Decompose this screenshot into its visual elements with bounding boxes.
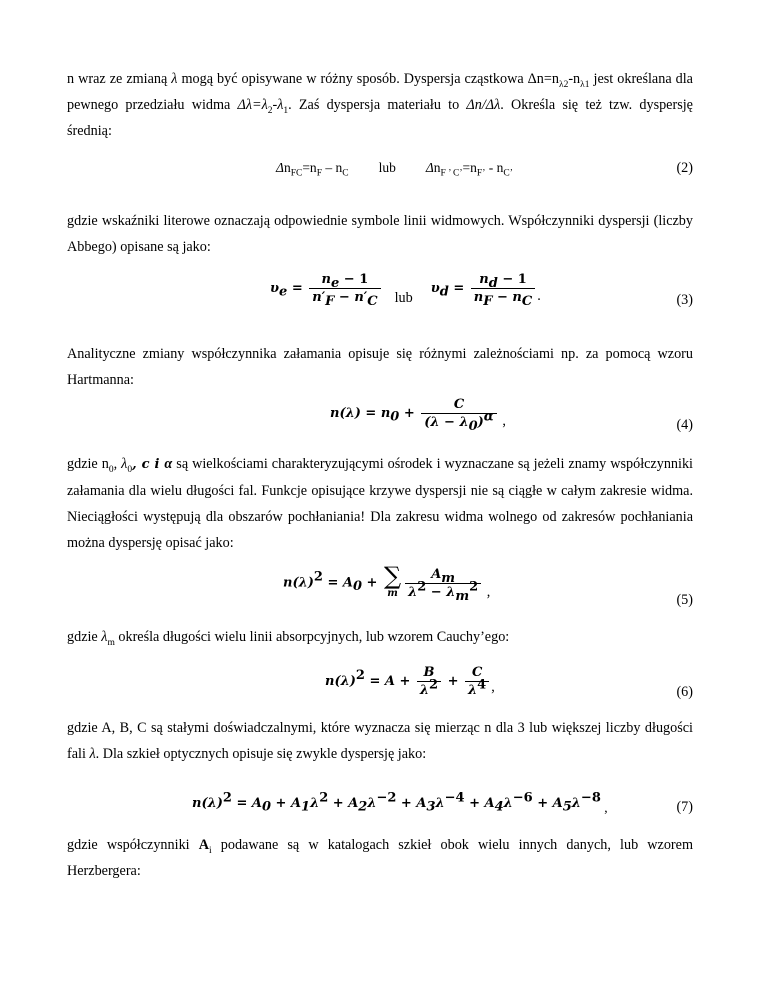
equation-5-sum: $n(\lambda)^2 = A_0$ + ∑ m $\frac{A_m}{\lambda^2 - \lambda_m^2}$ ,	[283, 562, 491, 604]
equation-3: $\upsilon_e$ = $\frac{n_e - 1}{n'_F - n'_C}$ lubυ$_d$ = $\frac{n_d - 1}{n_F - n_C}$ .	[270, 272, 541, 309]
paragraph-cauchy-constants: gdzie A, B, C są stałymi doświadczalnymi, które wyznacza się mierząc n dla 3 lub większej liczby długości fali λ. Dla szkieł optycznych opisuje się zwykle dyspersję jako:	[67, 720, 693, 762]
paragraph-parameters: gdzie $n_0$, $\lambda_0$, c i α są wielkościami charakteryzującymi ośrodek i wyznaczane są jeżeli znamy współczynniki załamania dla wielu długości fal. Funkcje opisujące krzywe dyspersji nie są ciągłe w całym zakresie widma. Nieciągłości występują dla obszarów pochłaniania! Dla zakresu widma wolnego od zakresów pochłaniania można dyspersję opisać jako:	[67, 456, 693, 551]
equation-5-number: (5)	[676, 592, 693, 608]
paragraph-absorption-lines: gdzie $\lambda_m$ określa długości wielu linii absorpcyjnych, lub wzorem Cauchy’ego:	[67, 629, 510, 648]
equation-6-number: (6)	[676, 684, 693, 700]
equation-4-hartmann: $n(\lambda) = n_0$ + $\frac{C}{(\lambda - \lambda_0)^\alpha}$ ,	[330, 397, 506, 434]
paragraph-dispersion-intro: n wraz ze zmianą λ mogą być opisywane w różny sposób. Dyspersja cząstkowa $\Delta n=n_{\lambda 2}-n_{\lambda 1}$ jest określana dla pewnego przedziału widma $\Delta\lambda=\lambda_2-\lambda_1$. Zaś dyspersja materiału to Δn/Δλ. Określa się też tzw. dyspersję średnią:	[67, 71, 693, 139]
equation-2-number: (2)	[676, 160, 693, 176]
equation-7-glass: $n(\lambda)^2 = A_0 + A_1\lambda^2 + A_2\lambda^{-2} + A_3\lambda^{-4} + A_4\lambda^{-6} + A_5\lambda^{-8}$ ,	[192, 790, 608, 815]
paragraph-herzberger: gdzie współczynniki $A_i$ podawane są w katalogach szkieł obok wielu innych danych, lub wzorem Herzbergera:	[67, 837, 693, 879]
equation-6-cauchy: $n(\lambda)^2 = A$ + $\frac{B}{\lambda^2}$ + $\frac{C}{\lambda^4}$ ,	[325, 665, 495, 698]
equation-3-number: (3)	[676, 292, 693, 308]
equation-7-number: (7)	[676, 799, 693, 815]
equation-2: $\Delta n_{FC}=n_F - n_C$ lub $\Delta n_{F ’ C’}=n_{F’} - n_{C’}$	[276, 160, 513, 179]
paragraph-hartmann: Analityczne zmiany współczynnika załamania opisuje się różnymi zależnościami np. za pomocą wzoru Hartmanna:	[67, 346, 693, 388]
equation-4-number: (4)	[676, 417, 693, 433]
paragraph-abbe-numbers: gdzie wskaźniki literowe oznaczają odpowiednie symbole linii widmowych. Współczynniki dyspersji (liczby Abbego) opisane są jako:	[67, 213, 693, 255]
